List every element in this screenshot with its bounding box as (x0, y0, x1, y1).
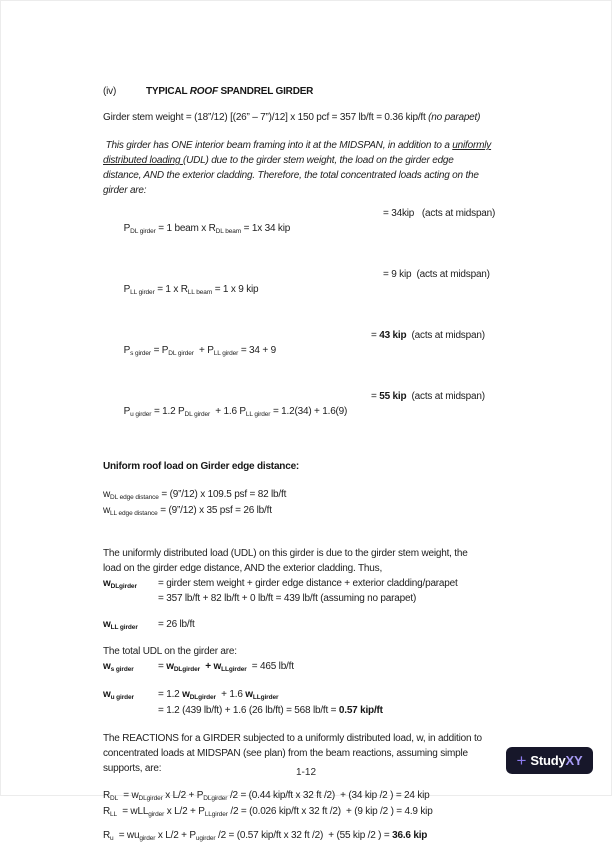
total-udl-intro-line: The total UDL on the girder are: (103, 646, 237, 657)
intro-line: distance, AND the exterior cladding. Therefore, the total concentrated loads acting on the (103, 170, 479, 181)
definition-label: $w_{DLgirder}$ (103, 578, 137, 590)
definition-line: = 1.2 $w_{DLgirder} + 1.6$ $w_{LLgirder}$ (158, 689, 279, 701)
concentrated-loads-block (103, 206, 533, 450)
definition-body (158, 576, 458, 606)
definition-row-wdlgirder (103, 576, 533, 606)
intro-paragraph (103, 138, 533, 198)
load-result: = 34kip (acts at midspan) (383, 208, 496, 219)
brand-study-text: Study (530, 753, 566, 768)
reaction-line-ll: $R_{LL} = wLL_{girder}$ x $L/2 + P_{LLgirder}$ /2 = (0.026 kip/ft x 32 ft /2) + (9 kip /2 ) = 4.9 kip (103, 806, 433, 818)
reactions-block (103, 788, 533, 844)
intro-line: girder are: (103, 185, 147, 196)
plus-icon: + (516, 750, 527, 770)
page-number: 1-12 (295, 767, 316, 778)
reaction-line-dl: $R_{DL} = w_{DLgirder}$ x $L/2 + P_{DLgirder}$ /2 = (0.44 kip/ft x 32 ft /2) + (34 kip /2 ) = 24 kip (103, 790, 430, 802)
edge-distance-line-ll: $w_{LL edge distance}$ = (9”/12) x 35 psf = 26 lb/ft (103, 505, 272, 517)
definition-line: = girder stem weight + girder edge distance + exterior cladding/parapet (158, 578, 458, 589)
concentrated-load-line-dl (103, 206, 533, 267)
definition-label: $w_{u girder}$ (103, 689, 134, 701)
definition-row-wsgirder (103, 659, 533, 675)
definition-row-wugirder (103, 687, 533, 718)
definition-label: $w_{s girder}$ (103, 661, 134, 673)
udl-paragraph-line: load on the girder edge distance, AND the exterior cladding. Thus, (103, 563, 383, 574)
concentrated-load-line-ll (103, 267, 533, 328)
definition-line: = $w_{DLgirder} + w_{LLgirder} = 465$ lb/ft (158, 661, 294, 673)
intro-line: distributed loading (UDL) due to the girder stem weight, the load on the girder edge (103, 155, 454, 166)
definition-label: $w_{LL girder}$ (103, 619, 138, 631)
heading-number: (iv) (103, 86, 117, 97)
intro-line: This girder has ONE interior beam framing into it at the MIDSPAN, in addition to a uniformly (103, 140, 492, 151)
reactions-paragraph-line: supports, are: (103, 763, 162, 774)
girder-stem-weight-line: Girder stem weight = (18”/12) [(26” – 7”)/12] x 150 pcf = 357 lb/ft = 0.36 kip/ft (no parapet) (103, 112, 481, 123)
udl-paragraph (103, 546, 533, 576)
reaction-line-u: $R_u = wu_{girder}$ x $L/2 + P_{ugirder}$ /2 = (0.57 kip/ft x 32 ft /2) + (55 kip /2 ) = 36.6 kip (103, 830, 428, 842)
reactions-paragraph-line: concentrated loads at MIDSPAN (see plan) from the beam reactions, assuming simple (103, 748, 468, 759)
edge-distance-block (103, 487, 533, 519)
udl-paragraph-line: The uniformly distributed load (UDL) on this girder is due to the girder stem weight, the (103, 548, 468, 559)
definition-line: = 26 lb/ft (158, 619, 195, 630)
load-formula: $P_{LL girder} = 1$ x $R_{LL beam} = 1$ x 9 kip (123, 284, 259, 296)
definition-line: = 357 lb/ft + 82 lb/ft + 0 lb/ft = 439 lb/ft (assuming no parapet) (158, 593, 417, 604)
concentrated-load-line-u (103, 389, 533, 450)
definition-body (158, 617, 195, 633)
definition-body (158, 687, 383, 718)
reactions-paragraph-line: The REACTIONS for a GIRDER subjected to a uniformly distributed load, w, in addition to (103, 733, 482, 744)
load-formula: $P_{DL girder} = 1$ beam x $R_{DL beam} = 1x$ 34 kip (123, 223, 291, 235)
load-result: = 9 kip (acts at midspan) (383, 269, 490, 280)
definition-row-wllgirder (103, 617, 533, 633)
document-content (103, 84, 533, 844)
definition-line: = 1.2 (439 lb/ft) + 1.6 (26 lb/ft) = 568 lb/ft = 0.57 kip/ft (158, 705, 383, 716)
uniform-load-heading: Uniform roof load on Girder edge distance: (103, 461, 300, 472)
definition-body (158, 659, 294, 675)
heading-title: TYPICAL ROOF SPANDREL GIRDER (146, 86, 314, 97)
section-heading (103, 84, 533, 99)
concentrated-load-line-s (103, 328, 533, 389)
edge-distance-line-dl: $w_{DL edge distance}$ = (9”/12) x 109.5 psf = 82 lb/ft (103, 489, 287, 501)
load-formula: $P_{s girder} = P_{DL girder} + P_{LL girder} = 34 + 9$ (123, 345, 276, 357)
load-result: = 55 kip (acts at midspan) (371, 391, 485, 402)
brand-xy-text: XY (565, 753, 583, 768)
load-formula: $P_{u girder} = 1.2$ $P_{DL girder} + 1.6$ $P_{LL girder} = 1.2(34) + 1.6(9)$ (123, 406, 348, 418)
load-result: = 43 kip (acts at midspan) (371, 330, 485, 341)
brand-badge (506, 747, 593, 774)
